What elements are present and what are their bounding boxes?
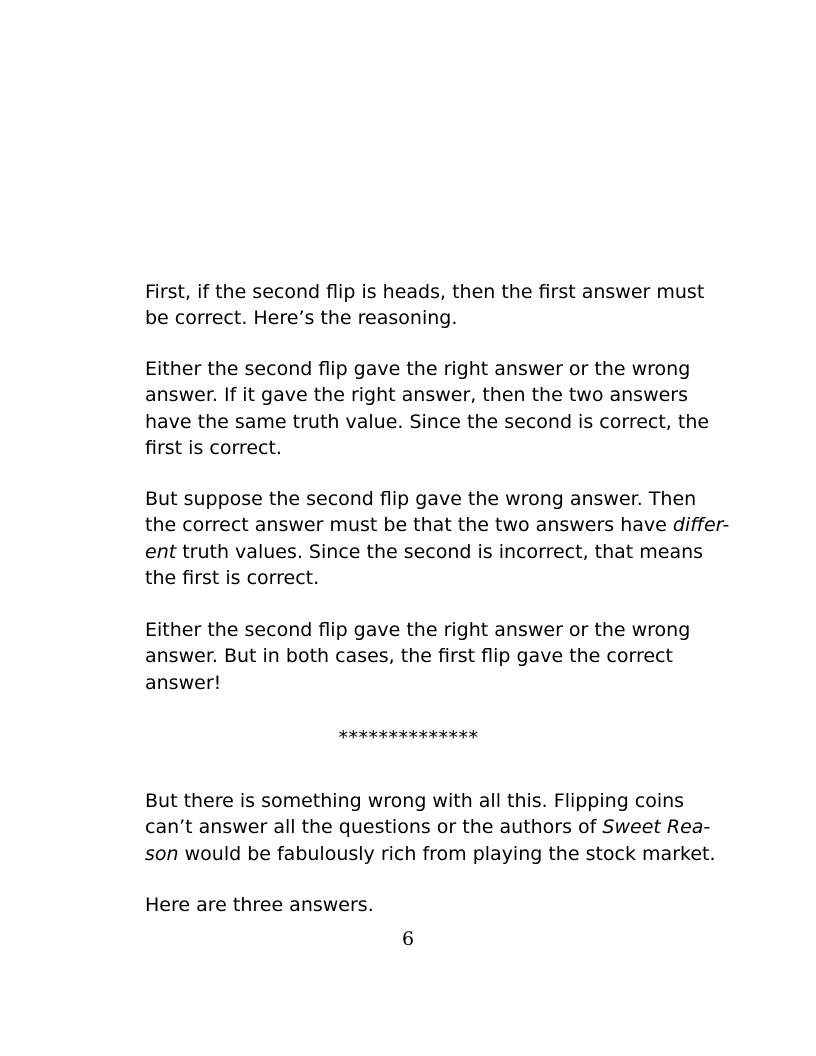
text-line: But there is something wrong with all this. Flipping coins [145,790,685,812]
paragraph-wrong-answer-case [145,486,730,591]
text-line: answer. But in both cases, the first flip gave the correct [145,645,673,668]
text-line [145,841,716,867]
book-title-emphasis: son [145,842,179,865]
emphasis-text: differ- [672,514,730,537]
paragraph-three-answers [145,892,672,918]
text-line: But suppose the second flip gave the wrong answer. Then [145,488,697,510]
paragraph-both-cases-conclusion [145,617,691,696]
text-line [145,539,704,565]
text-line: the first is correct. [145,566,320,589]
text-line: first is correct. [145,436,282,459]
text-line: answer. If it gave the right answer, then the two answers [145,384,689,407]
text-line: Either the second flip gave the right answer or the wrong [145,619,691,641]
paragraph-right-answer-case [145,356,710,461]
paragraph-second-flip-heads [145,279,705,332]
paragraph-something-wrong [145,788,716,867]
page-number: 6 [401,928,415,950]
text-segment: can’t answer all the questions or the authors of [145,816,603,839]
text-line: be correct. Here’s the reasoning. [145,307,458,330]
book-title-emphasis: Sweet Rea- [602,816,711,839]
text-line: have the same truth value. Since the second is correct, the [145,410,710,433]
section-separator: ************** [338,727,479,749]
text-line: answer! [145,671,222,694]
text-line: Either the second flip gave the right answer or the wrong [145,358,691,380]
text-line [145,512,730,538]
text-line: First, if the second flip is heads, then the first answer must [145,281,705,303]
text-segment: truth values. Since the second is incorrect, that means [176,540,704,563]
text-segment: would be fabulously rich from playing the stock market. [178,842,716,865]
text-line: Here are three answers. [145,894,374,916]
text-line [145,814,711,840]
text-segment: the correct answer must be that the two answers have [145,514,673,537]
emphasis-text: ent [145,540,177,563]
